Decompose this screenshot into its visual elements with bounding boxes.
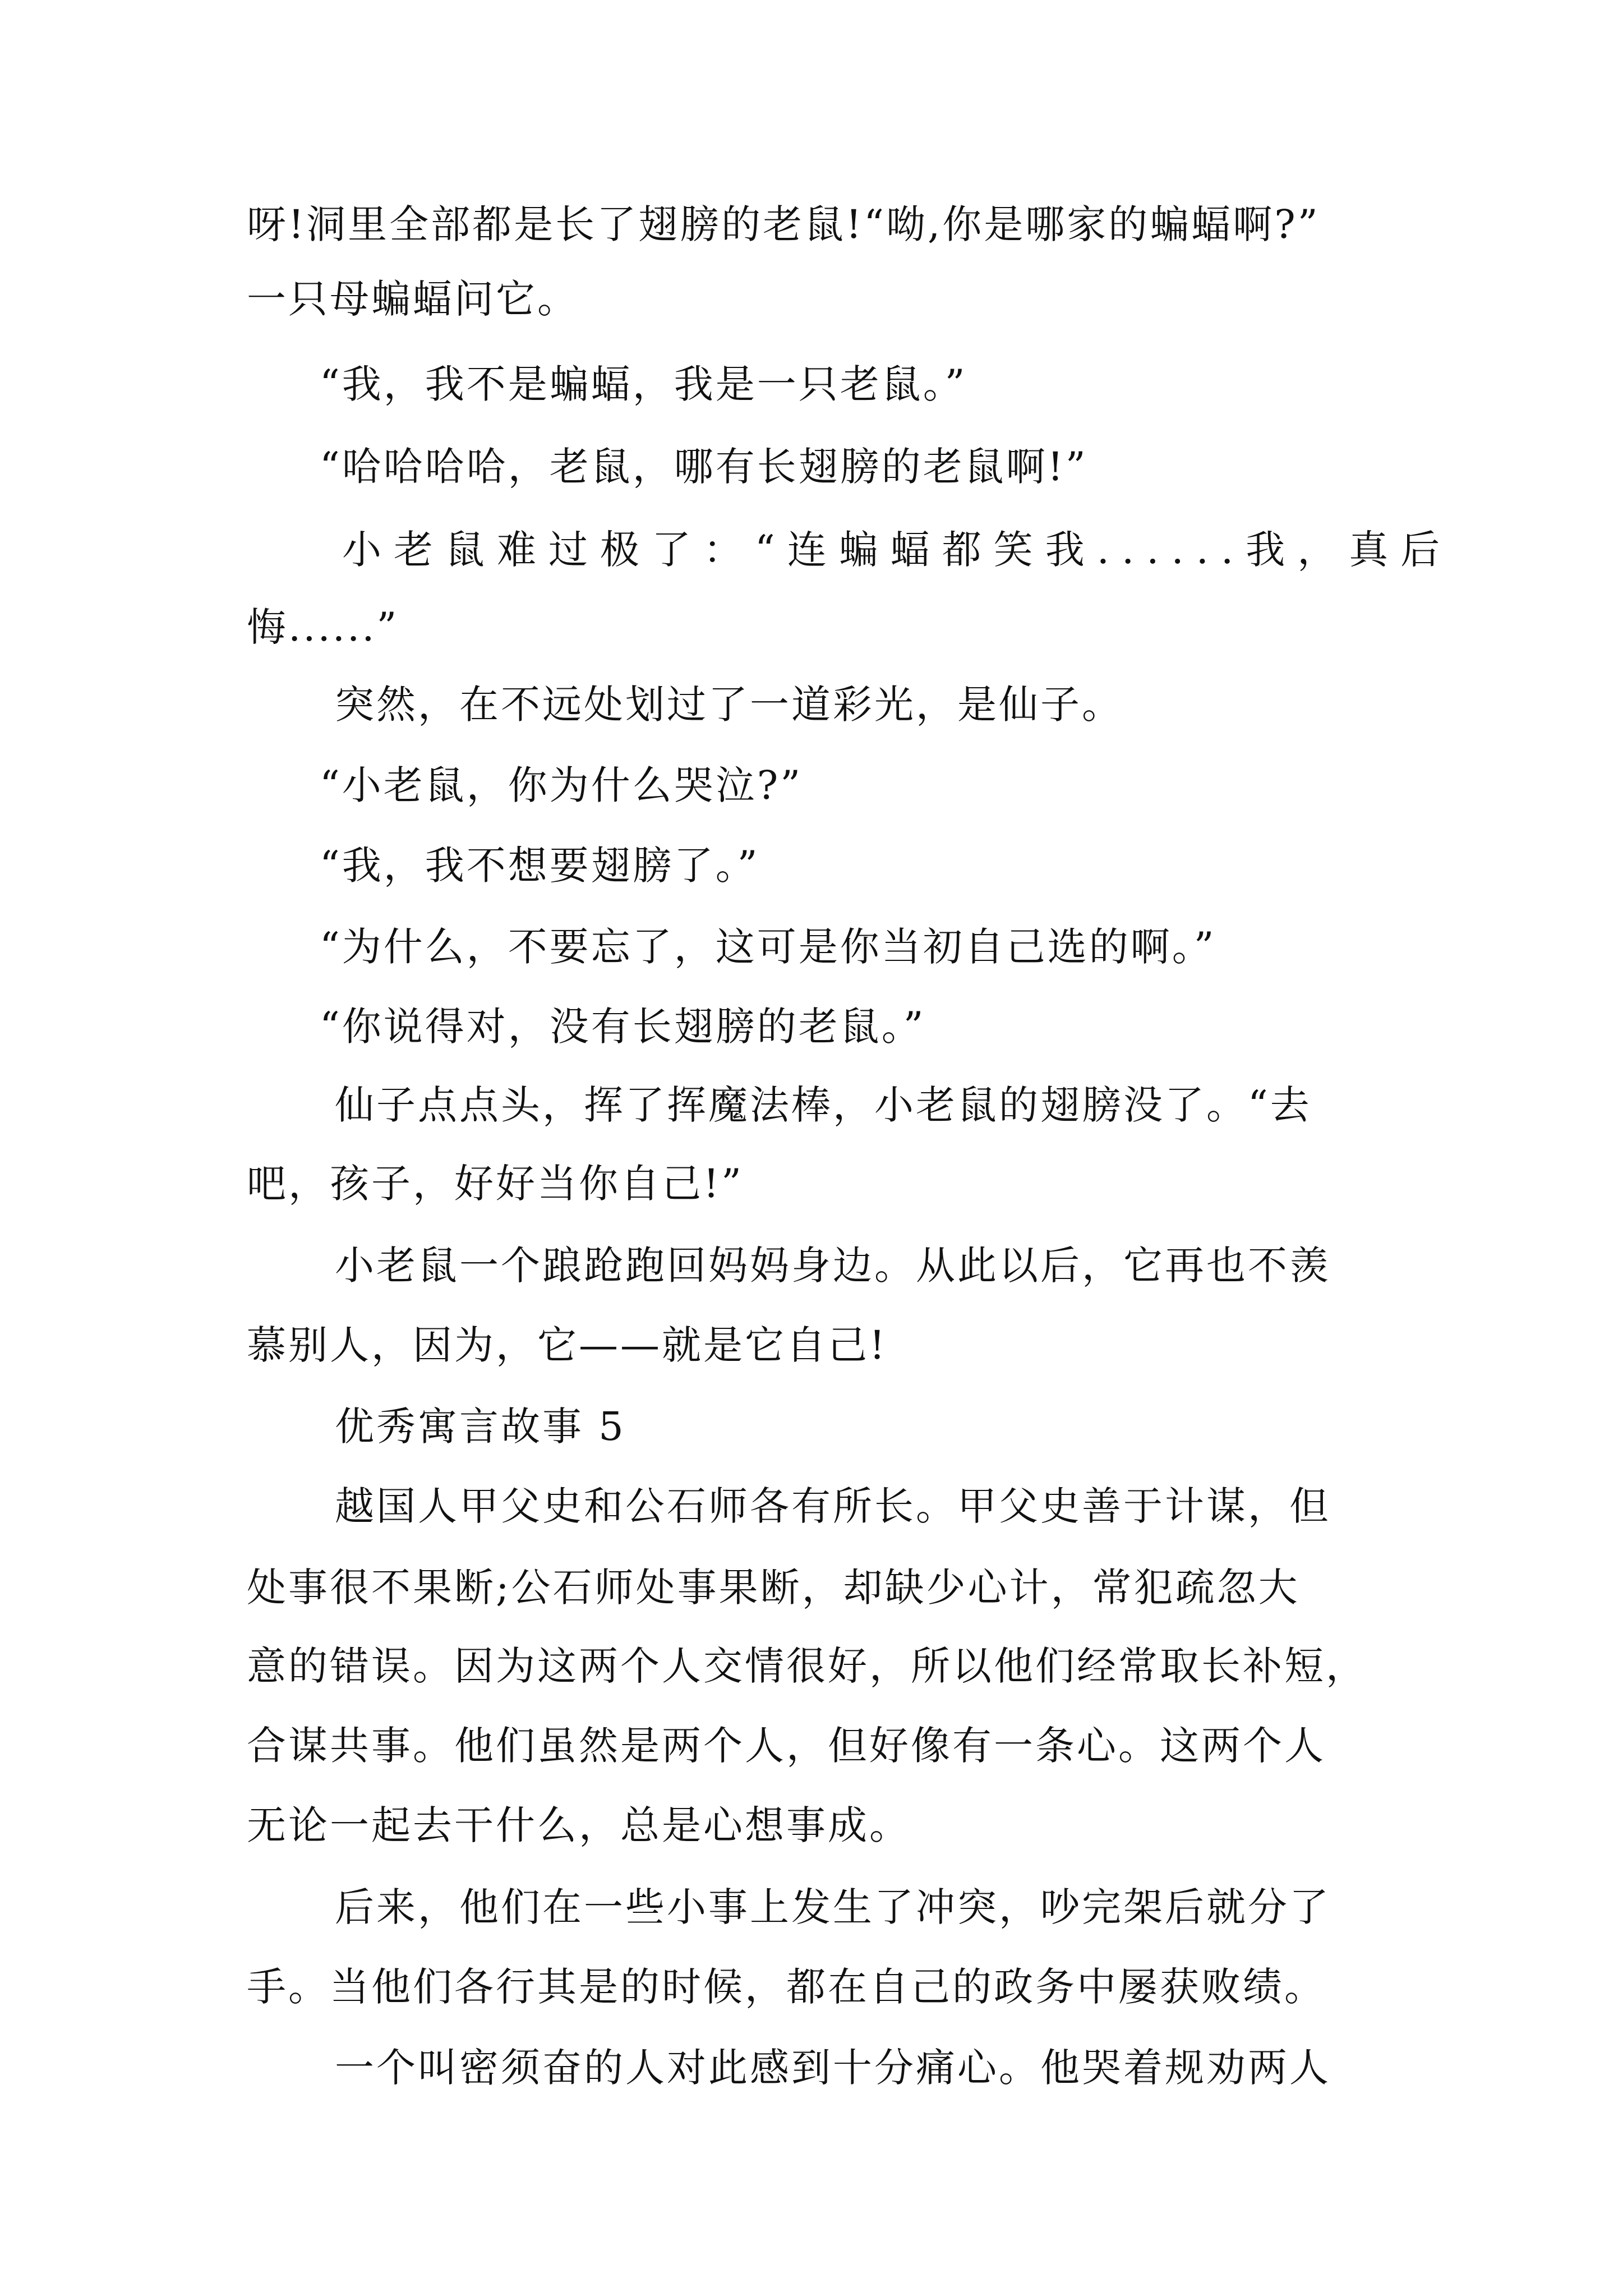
text-line: 后来，他们在一些小事上发生了冲突，吵完架后就分了 xyxy=(335,1884,1331,1930)
text-line: 小老鼠一个踉跄跑回妈妈身边。从此以后，它再也不羡 xyxy=(335,1243,1331,1289)
text-line: 一只母蝙蝠问它。 xyxy=(247,276,579,322)
text-line: 悔......” xyxy=(247,604,399,650)
text-line: 小老鼠难过极了：“连蝙蝠都笑我......我，真后 xyxy=(342,527,1453,573)
text-line: 处事很不果断;公石师处事果断，却缺少心计，常犯疏忽大 xyxy=(247,1565,1300,1611)
text-line: 越国人甲父史和公石师各有所长。甲父史善于计谋，但 xyxy=(335,1483,1331,1529)
text-line: “我，我不想要翅膀了。” xyxy=(320,843,760,889)
text-line: “为什么，不要忘了，这可是你当初自己选的啊。” xyxy=(320,924,1216,970)
text-line: 无论一起去干什么，总是心想事成。 xyxy=(247,1802,911,1848)
text-line: 吧，孩子，好好当你自己!” xyxy=(247,1161,744,1207)
text-line: 意的错误。因为这两个人交情很好，所以他们经常取长补短， xyxy=(247,1643,1367,1689)
text-line: “你说得对，没有长翅膀的老鼠。” xyxy=(320,1004,926,1050)
text-line: 合谋共事。他们虽然是两个人，但好像有一条心。这两个人 xyxy=(247,1723,1326,1769)
text-line: 手。当他们各行其是的时候，都在自己的政务中屡获败绩。 xyxy=(247,1964,1326,2010)
text-line: 呀!洞里全部都是长了翅膀的老鼠!“呦,你是哪家的蝙蝠啊?” xyxy=(247,201,1320,247)
text-line: “我，我不是蝙蝠，我是一只老鼠。” xyxy=(320,361,967,407)
text-line: “小老鼠，你为什么哭泣?” xyxy=(320,762,803,808)
text-line: 仙子点点头，挥了挥魔法棒，小老鼠的翅膀没了。“去 xyxy=(335,1082,1312,1128)
text-line: 慕别人，因为，它——就是它自己! xyxy=(247,1322,888,1368)
section-heading: 优秀寓言故事 5 xyxy=(335,1404,626,1450)
text-line: 突然，在不远处划过了一道彩光，是仙子。 xyxy=(335,682,1123,728)
text-line: 一个叫密须奋的人对此感到十分痛心。他哭着规劝两人 xyxy=(335,2045,1331,2091)
text-line: “哈哈哈哈，老鼠，哪有长翅膀的老鼠啊!” xyxy=(320,444,1088,490)
